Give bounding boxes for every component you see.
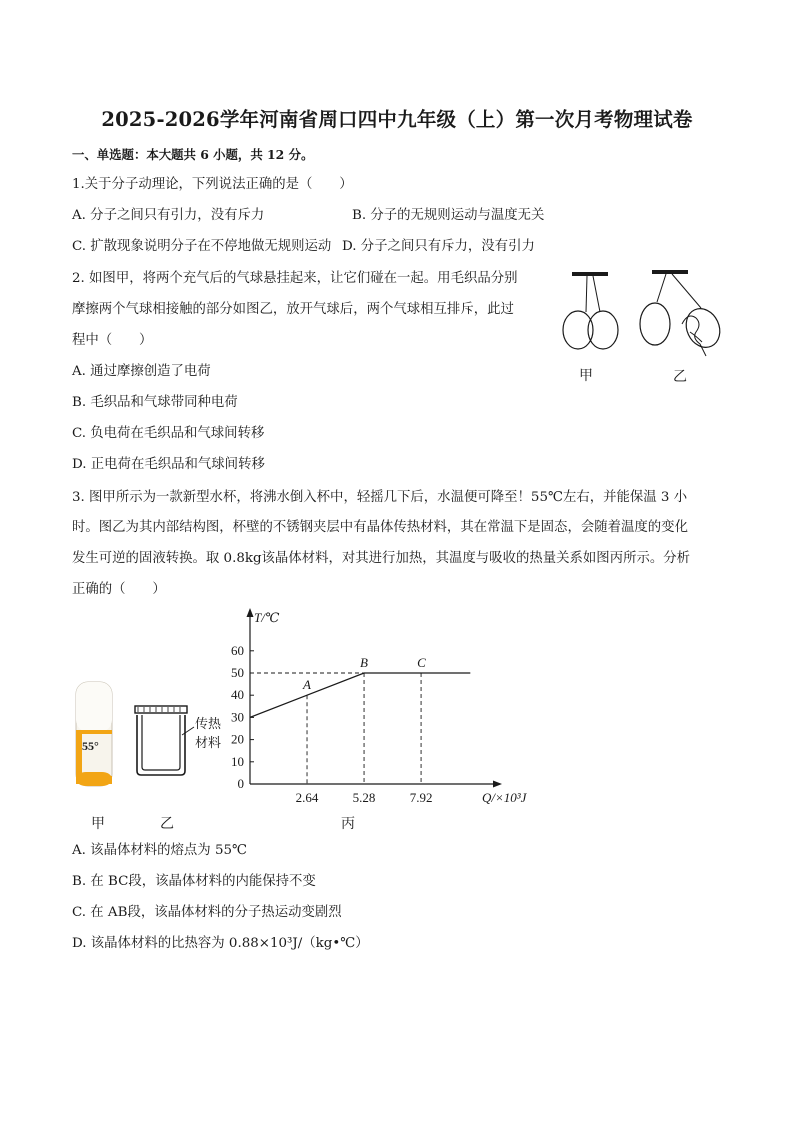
y-tick-label: 30: [231, 709, 244, 725]
y-tick-label: 10: [231, 753, 244, 769]
x-axis-label: Q/×10³J: [482, 790, 527, 805]
figure-label-bing-3: 丙: [341, 816, 355, 832]
hand-with-cloth: [682, 316, 706, 356]
y-tick-label: 0: [237, 776, 244, 791]
y-axis-arrow: [247, 608, 254, 617]
question-3-option-c[interactable]: C. 在 AB段，该晶体材料的分子热运动变剧烈: [72, 905, 342, 920]
question-2-stem-line-1: 2. 如图甲，将两个充气后的气球悬挂起来，让它们碰在一起。用毛织品分别: [72, 271, 518, 286]
question-3-option-d[interactable]: D. 该晶体材料的比热容为 0.88×10³J/（kg•℃）: [72, 936, 369, 951]
string-right-yi: [672, 274, 701, 308]
question-3-stem-line-1: 3. 图甲所示为一款新型水杯，将沸水倒入杯中，轻摇几下后，水温便可降至！55℃左右，并能保温 3 小: [72, 490, 688, 505]
question-3-option-a[interactable]: A. 该晶体材料的熔点为 55℃: [72, 843, 247, 858]
x-tick-label: 2.64: [295, 790, 319, 805]
inner-label-line-1: 传热: [195, 716, 222, 731]
y-axis-label: T/℃: [254, 610, 280, 625]
y-tick-label: 60: [231, 642, 244, 658]
string-left-yi: [657, 274, 666, 302]
temperature-line: [250, 673, 470, 717]
y-tick-label: 40: [231, 687, 244, 703]
inner-label-line-2: 材料: [195, 735, 222, 750]
hanger-bar-jia: [572, 272, 608, 276]
figure-label-yi-3: 乙: [160, 816, 174, 832]
balloon-figure: [556, 266, 726, 366]
hanger-bar-yi: [652, 270, 688, 274]
page-title: 2025-2026学年河南省周口四中九年级（上）第一次月考物理试卷: [101, 108, 693, 131]
question-1-option-c[interactable]: C. 扩散现象说明分子在不停地做无规则运动: [72, 239, 332, 254]
question-3-stem-line-2: 时。图乙为其内部结构图，杯壁的不锈钢夹层中有晶体传热材料，其在常温下是固态，会随着温度的变化: [72, 520, 688, 535]
question-3-stem-line-4: 正确的（ ）: [72, 582, 166, 597]
point-label-b: B: [360, 655, 369, 670]
question-2-option-c[interactable]: C. 负电荷在毛织品和气球间转移: [72, 426, 265, 441]
question-2-option-d[interactable]: D. 正电荷在毛织品和气球间转移: [72, 457, 265, 472]
x-tick-label: 5.28: [352, 790, 376, 805]
point-label-a: A: [303, 677, 311, 693]
question-1-option-d[interactable]: D. 分子之间只有斥力，没有引力: [342, 239, 535, 254]
temperature-heat-chart: [226, 604, 546, 808]
figure-label-jia-3: 甲: [91, 816, 105, 832]
figure-label-jia: 甲: [579, 368, 593, 384]
section-heading: 一、单选题：本大题共 6 小题，共 12 分。: [72, 147, 314, 162]
x-tick-label: 7.92: [409, 790, 433, 805]
y-tick-label: 20: [231, 731, 244, 747]
cup-text: 55°: [82, 739, 99, 753]
cup-photo: [70, 676, 120, 792]
point-label-c: C: [417, 655, 426, 670]
x-axis-arrow: [493, 781, 502, 788]
balloon-left-yi: [640, 303, 670, 345]
string-right-jia: [593, 276, 600, 312]
question-2-stem-line-3: 程中（ ）: [72, 333, 153, 348]
y-tick-label: 50: [231, 665, 244, 680]
question-3-option-b[interactable]: B. 在 BC段，该晶体材料的内能保持不变: [72, 874, 316, 889]
question-3-stem-line-3: 发生可逆的固液转换。取 0.8kg该晶体材料，对其进行加热，其温度与吸收的热量关系如图丙所示。分析: [72, 551, 691, 566]
question-1-option-b[interactable]: B. 分子的无规则运动与温度无关: [352, 208, 545, 223]
question-2-option-a[interactable]: A. 通过摩擦创造了电荷: [72, 364, 211, 379]
balloon-right-yi: [680, 303, 726, 353]
question-1-option-a[interactable]: A. 分子之间只有引力，没有斥力: [72, 208, 265, 223]
figure-label-yi: 乙: [673, 369, 687, 385]
question-1-stem: 1.关于分子动理论，下列说法正确的是（ ）: [72, 177, 353, 192]
cup-cross-section: [132, 703, 228, 779]
question-2-option-b[interactable]: B. 毛织品和气球带同种电荷: [72, 395, 238, 410]
string-left-jia: [586, 276, 587, 312]
question-2-stem-line-2: 摩擦两个气球相接触的部分如图乙，放开气球后，两个气球相互排斥，此过: [72, 302, 514, 317]
